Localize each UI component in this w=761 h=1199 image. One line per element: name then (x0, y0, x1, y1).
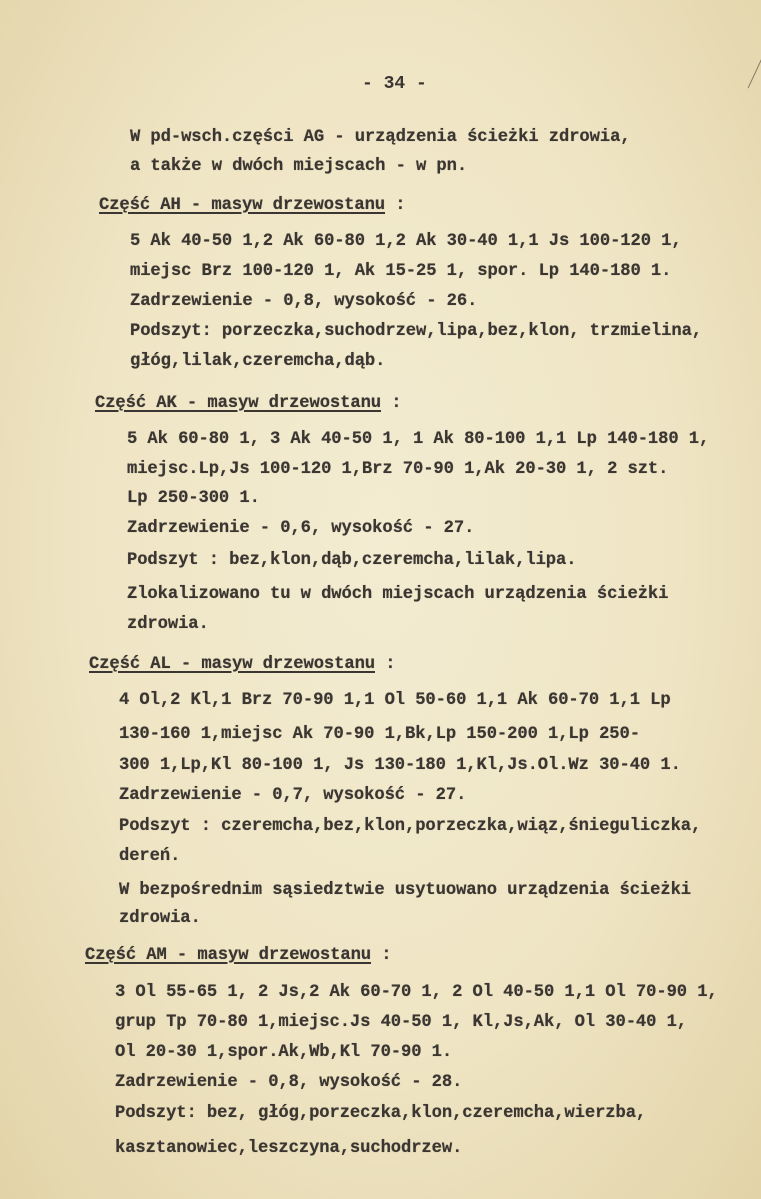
section-line: miejsc.Lp,Js 100-120 1,Brz 70-90 1,Ak 20-30 1, 2 szt. (127, 460, 669, 479)
section-heading-ak (95, 394, 401, 414)
section-line: Lp 250-300 1. (127, 489, 260, 508)
section-line: Zadrzewienie - 0,8, wysokość - 26. (130, 292, 478, 311)
section-line: Podszyt : czeremcha,bez,klon,porzeczka,wiąz,śnieguliczka, (119, 817, 702, 836)
section-line: Zadrzewienie - 0,8, wysokość - 28. (115, 1073, 463, 1092)
heading-text: Część AH - masyw drzewostanu (99, 196, 385, 215)
heading-colon: : (385, 196, 406, 215)
heading-colon: : (371, 946, 392, 965)
section-line: zdrowia. (127, 615, 209, 634)
section-line: 300 1,Lp,Kl 80-100 1, Js 130-180 1,Kl,Js.Ol.Wz 30-40 1. (119, 756, 681, 775)
section-line: 130-160 1,miejsc Ak 70-90 1,Bk,Lp 150-200 1,Lp 250- (119, 725, 640, 744)
section-line: miejsc Brz 100-120 1, Ak 15-25 1, spor. Lp 140-180 1. (130, 262, 672, 281)
section-line: 4 Ol,2 Kl,1 Brz 70-90 1,1 Ol 50-60 1,1 Ak 60-70 1,1 Lp (119, 691, 671, 710)
section-heading-al (89, 655, 395, 675)
section-line: Zadrzewienie - 0,7, wysokość - 27. (119, 786, 467, 805)
section-line: zdrowia. (119, 909, 201, 928)
section-heading-ah (99, 196, 405, 216)
section-heading-am (85, 946, 391, 966)
section-line: Podszyt: porzeczka,suchodrzew,lipa,bez,klon, trzmielina, (130, 322, 702, 341)
paper-edge-mark (748, 52, 761, 89)
page-number: - 34 - (362, 74, 427, 94)
intro-line: a także w dwóch miejscach - w pn. (130, 157, 468, 176)
intro-line: W pd-wsch.części AG - urządzenia ścieżki zdrowia, (130, 128, 631, 147)
section-line: dereń. (119, 847, 181, 866)
section-line: Zadrzewienie - 0,6, wysokość - 27. (127, 519, 475, 538)
section-line: kasztanowiec,leszczyna,suchodrzew. (115, 1139, 463, 1158)
heading-colon: : (381, 394, 402, 413)
section-line: 3 Ol 55-65 1, 2 Js,2 Ak 60-70 1, 2 Ol 40-50 1,1 Ol 70-90 1, (115, 983, 718, 1002)
heading-colon: : (375, 655, 396, 674)
section-line: 5 Ak 60-80 1, 3 Ak 40-50 1, 1 Ak 80-100 1,1 Lp 140-180 1, (127, 430, 710, 449)
section-line: Zlokalizowano tu w dwóch miejscach urządzenia ścieżki (127, 585, 669, 604)
heading-text: Część AM - masyw drzewostanu (85, 946, 371, 965)
section-line: głóg,lilak,czeremcha,dąb. (130, 352, 386, 371)
section-line: Podszyt: bez, głóg,porzeczka,klon,czeremcha,wierzba, (115, 1104, 647, 1123)
section-line: W bezpośrednim sąsiedztwie usytuowano urządzenia ścieżki (119, 881, 691, 900)
section-line: 5 Ak 40-50 1,2 Ak 60-80 1,2 Ak 30-40 1,1 Js 100-120 1, (130, 232, 682, 251)
heading-text: Część AL - masyw drzewostanu (89, 655, 375, 674)
heading-text: Część AK - masyw drzewostanu (95, 394, 381, 413)
section-line: grup Tp 70-80 1,miejsc.Js 40-50 1, Kl,Js,Ak, Ol 30-40 1, (115, 1013, 687, 1032)
section-line: Podszyt : bez,klon,dąb,czeremcha,lilak,lipa. (127, 551, 577, 570)
section-line: Ol 20-30 1,spor.Ak,Wb,Kl 70-90 1. (115, 1043, 453, 1062)
